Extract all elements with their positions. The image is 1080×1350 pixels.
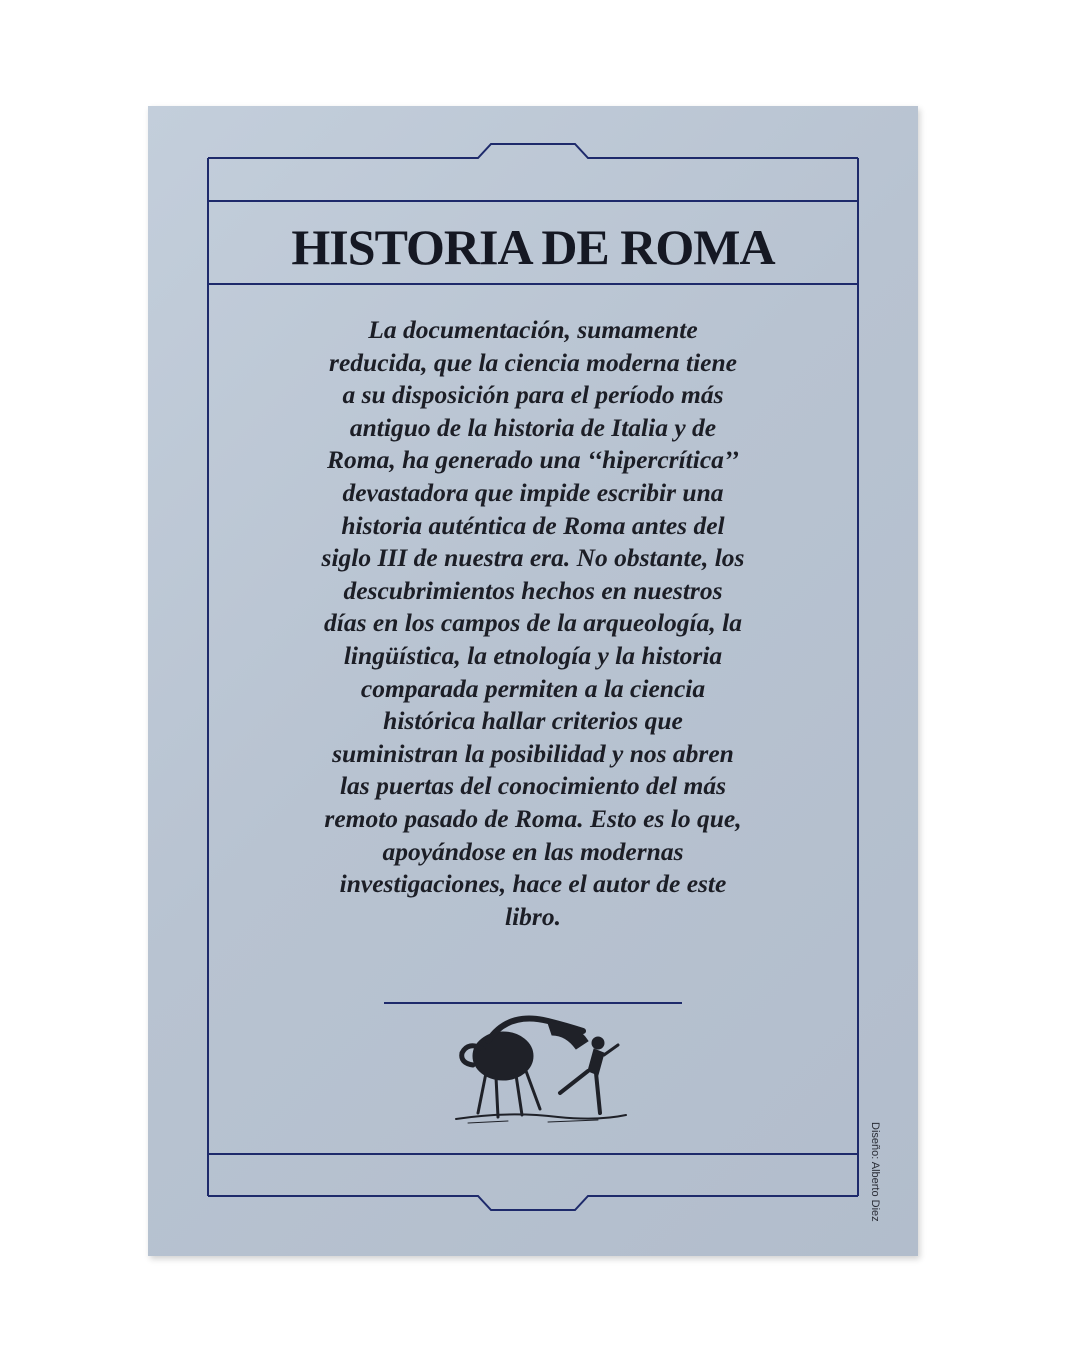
blurb-line: descubrimientos hechos en nuestros <box>343 575 723 605</box>
bottom-notch-rule <box>208 1196 858 1210</box>
blurb-line: investigaciones, hace el autor de este <box>339 869 727 899</box>
blurb-line: comparada permiten a la ciencia <box>360 673 706 703</box>
blurb-line: lingüística, la etnología y la historia <box>343 640 723 670</box>
bullfighter-vignette <box>448 1001 633 1126</box>
blurb-line: días en los campos de la arqueología, la <box>324 608 742 638</box>
blurb-line: historia auténtica de Roma antes del <box>341 510 725 540</box>
blurb-line: remoto pasado de Roma. Esto es lo que, <box>324 803 742 833</box>
book-back-cover <box>148 106 918 1256</box>
blurb-line: suministran la posibilidad y nos abren <box>332 738 734 768</box>
top-notch-rule <box>208 144 858 158</box>
blurb-line: siglo III de nuestra era. No obstante, los <box>321 543 745 573</box>
blurb-line: La documentación, sumamente <box>368 315 698 344</box>
book-title: HISTORIA DE ROMA <box>291 219 775 275</box>
blurb-text <box>278 314 788 933</box>
blurb-line: apoyándose en las modernas <box>382 836 684 866</box>
blurb-line: a su disposición para el período más <box>342 380 724 410</box>
blurb-line: antiguo de la historia de Italia y de <box>349 412 717 442</box>
blurb-line: las puertas del conocimiento del más <box>339 771 727 801</box>
design-credit: Diseño: Alberto Diez <box>869 1122 881 1222</box>
blurb-line: libro. <box>505 901 561 931</box>
blurb-line: Roma, ha generado una ‘‘hipercrítica’’ <box>326 445 739 475</box>
blurb-line: devastadora que impide escribir una <box>342 477 724 507</box>
blurb-line: reducida, que la ciencia moderna tiene <box>329 347 737 377</box>
blurb-line: histórica hallar criterios que <box>383 706 683 736</box>
